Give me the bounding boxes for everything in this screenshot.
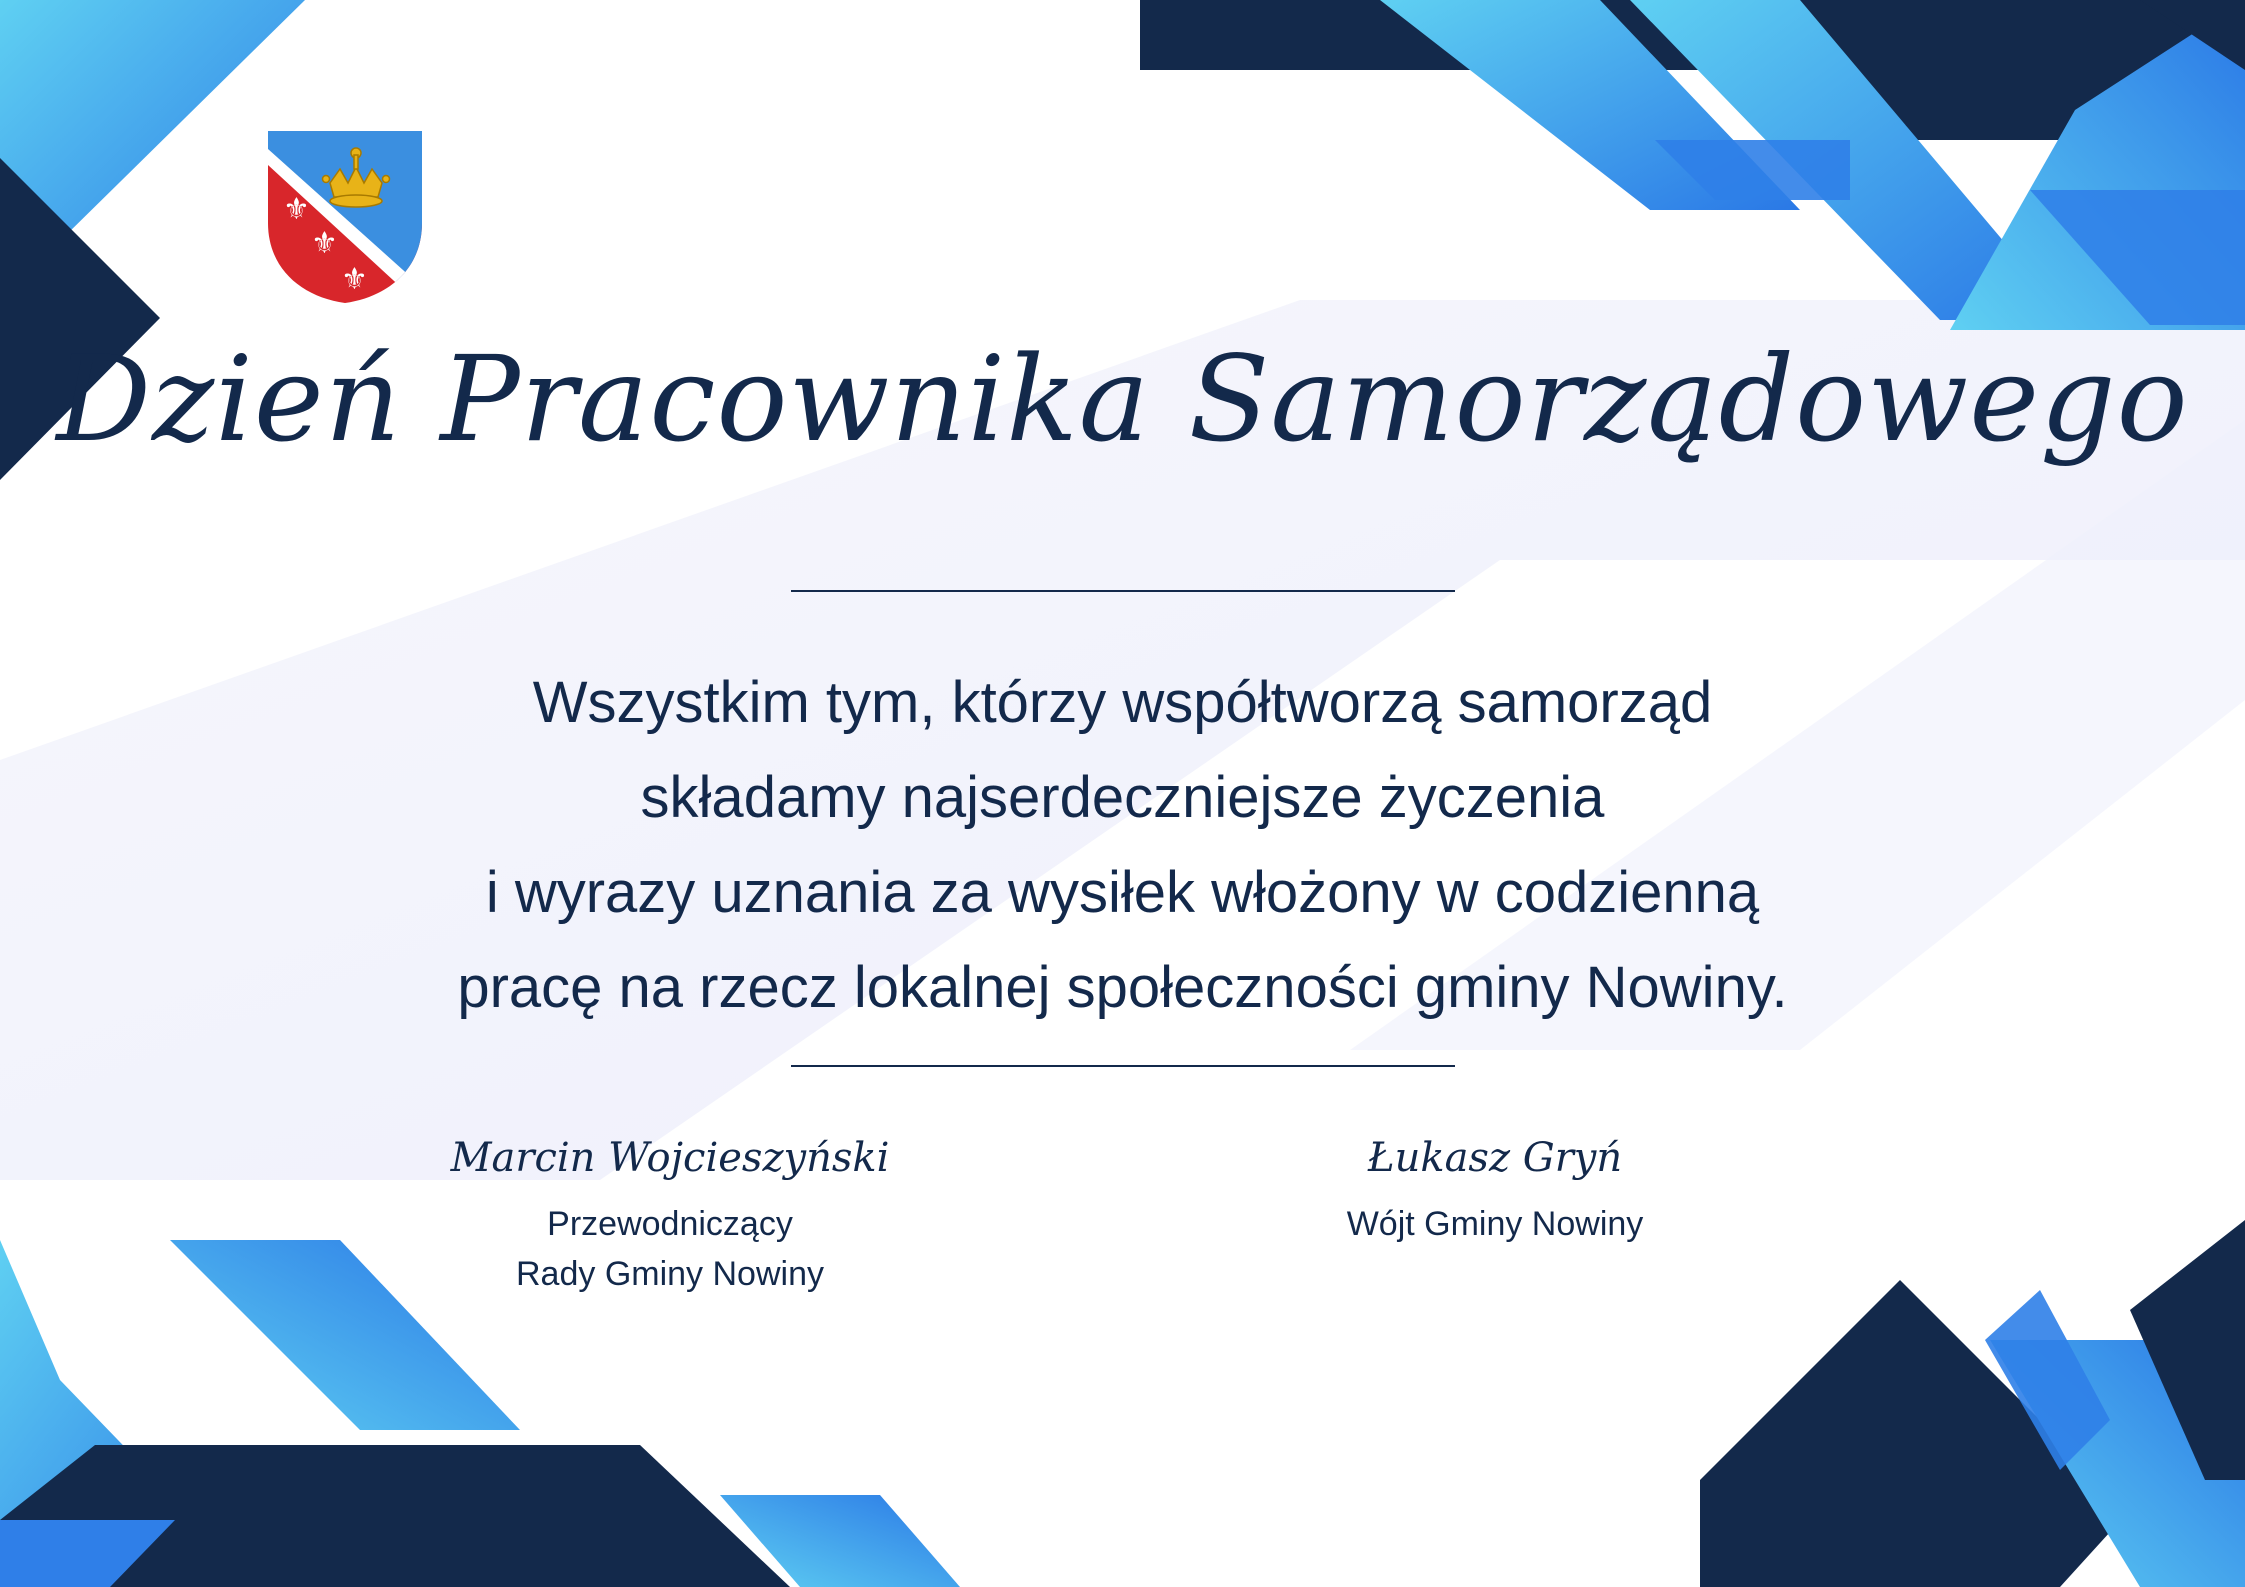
signature-role-line: Wójt Gminy Nowiny (1346, 1205, 1644, 1243)
greeting-message (200, 655, 2045, 1035)
bottom-divider (791, 1065, 1455, 1067)
message-line: Wszystkim tym, którzy współtworzą samorząd (532, 670, 1713, 735)
message-line: i wyrazy uznania za wysiłek włożony w codzienną (485, 860, 1760, 925)
top-divider (791, 590, 1455, 592)
signature-role-line: Przewodniczący (547, 1205, 793, 1243)
coat-of-arms-icon (268, 131, 422, 303)
page-title: Dzień Pracownika Samorządowego (56, 330, 2189, 468)
svg-text:⚜: ⚜ (283, 192, 310, 227)
signature-role (1255, 1199, 1735, 1249)
signature-mayor (1255, 1135, 1735, 1249)
signature-name: Marcin Wojcieszyński (450, 1135, 890, 1181)
message-line: składamy najserdeczniejsze życzenia (640, 765, 1605, 830)
signature-role (435, 1199, 905, 1299)
signature-role-line: Rady Gminy Nowiny (516, 1255, 824, 1293)
svg-text:⚜: ⚜ (311, 226, 338, 261)
svg-text:⚜: ⚜ (341, 262, 368, 297)
signature-name: Łukasz Gryń (1367, 1135, 1623, 1181)
signature-chairman (435, 1135, 905, 1299)
message-line: pracę na rzecz lokalnej społeczności gminy Nowiny. (457, 955, 1788, 1020)
